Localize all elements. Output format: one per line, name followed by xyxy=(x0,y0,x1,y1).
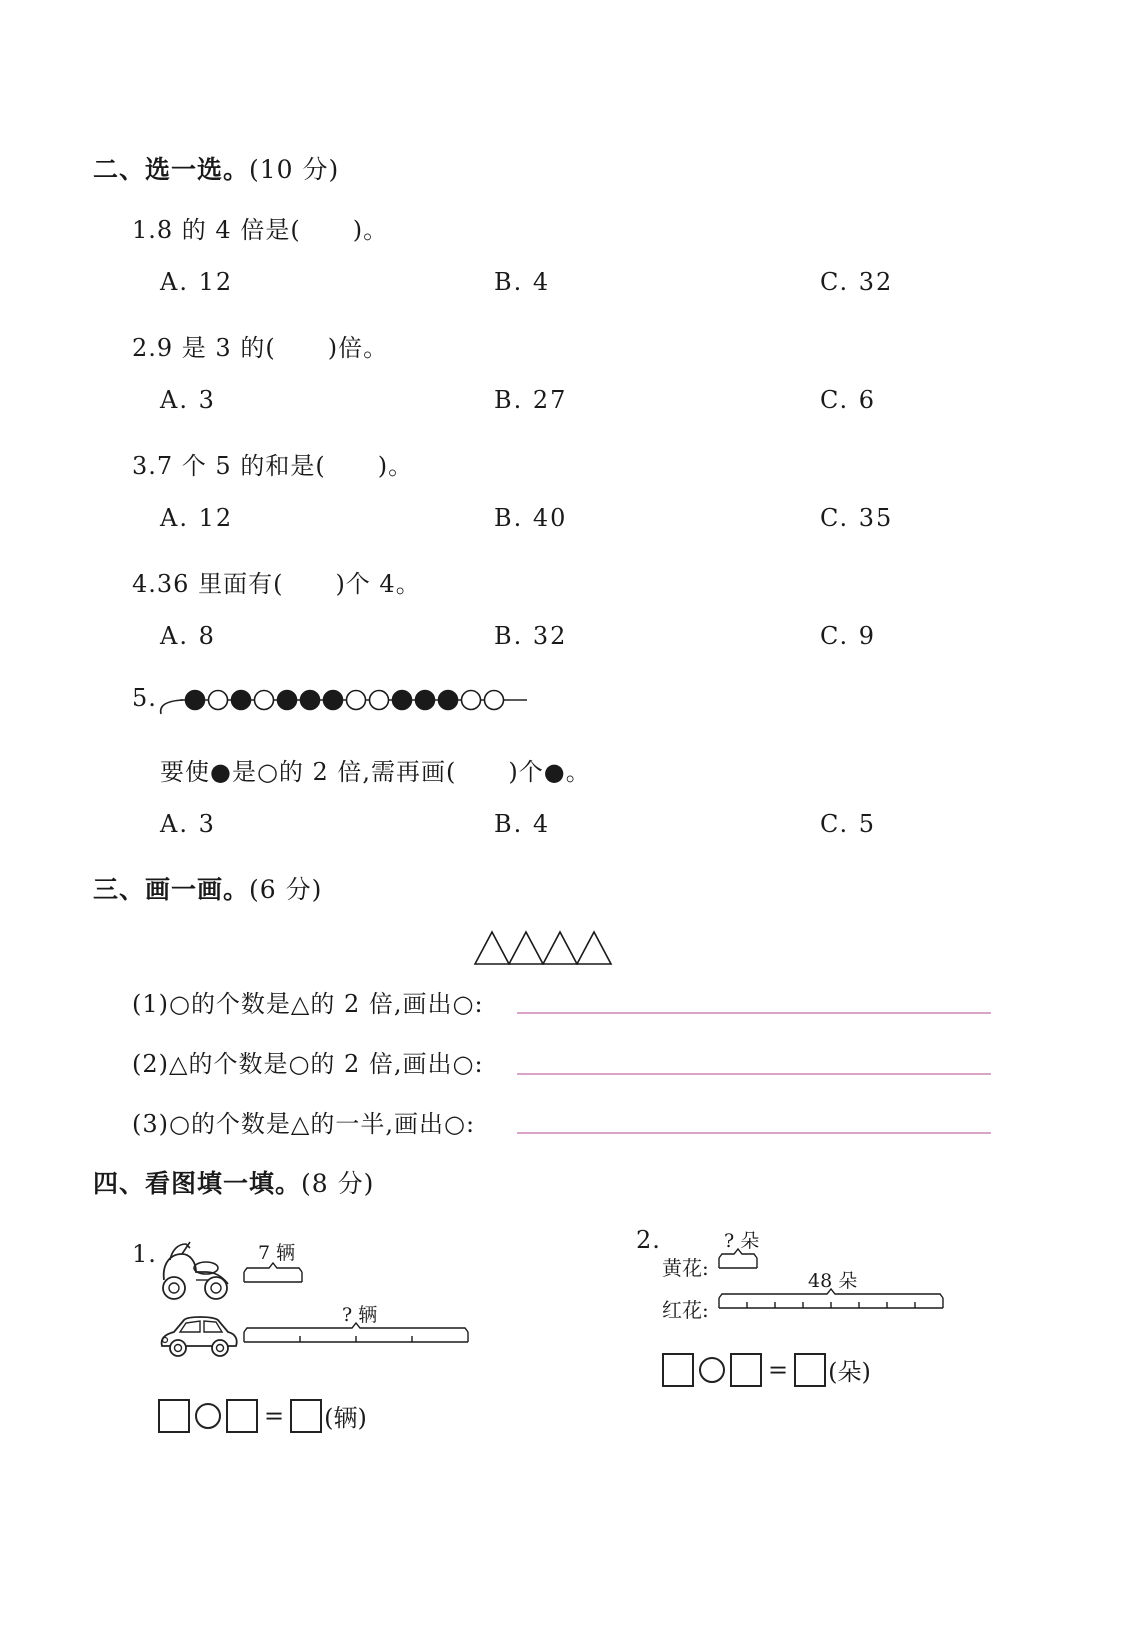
question-stem-end: )个●。 xyxy=(508,758,591,786)
car-bar-diagram xyxy=(240,1322,476,1348)
moto-bar-diagram xyxy=(240,1262,310,1288)
equals-sign: = xyxy=(264,1401,285,1430)
unit-label: (辆) xyxy=(324,1404,367,1432)
unit-label: (朵) xyxy=(828,1358,871,1386)
triangles-figure xyxy=(472,930,614,966)
section-3-heading xyxy=(93,870,322,906)
answer-box[interactable] xyxy=(794,1353,826,1387)
white-bead xyxy=(462,691,481,710)
black-bead xyxy=(416,691,435,710)
yellow-bar-diagram xyxy=(715,1248,763,1272)
motorcycle-icon xyxy=(156,1238,234,1302)
option-a[interactable]: A. 3 xyxy=(160,386,216,414)
question-stem: 要使●是○的 2 倍,需再画( xyxy=(160,758,457,786)
answer-box[interactable] xyxy=(290,1399,322,1433)
white-bead xyxy=(485,691,504,710)
option-a[interactable]: A. 8 xyxy=(160,622,216,650)
answer-line-2[interactable] xyxy=(517,1073,991,1075)
triangle-shape xyxy=(577,932,611,964)
section-2-heading xyxy=(93,150,339,186)
white-bead xyxy=(209,691,228,710)
answer-box[interactable] xyxy=(158,1399,190,1433)
question-stem-end: )。 xyxy=(352,216,389,244)
bead-string-figure xyxy=(155,680,535,720)
answer-box[interactable] xyxy=(730,1353,762,1387)
draw-item-1: (1)○的个数是△的 2 倍,画出○: xyxy=(132,990,484,1018)
option-b[interactable]: B. 40 xyxy=(494,504,568,532)
triangle-shape xyxy=(475,932,509,964)
draw-item-3: (3)○的个数是△的一半,画出○: xyxy=(132,1110,476,1138)
equation-2 xyxy=(662,1352,871,1387)
bar-brace xyxy=(244,1263,302,1272)
problem-2-number: 2. xyxy=(636,1226,661,1254)
question-4 xyxy=(132,564,421,599)
triangle-shape xyxy=(509,932,543,964)
answer-line-1[interactable] xyxy=(517,1012,991,1014)
car-icon xyxy=(156,1312,240,1362)
question-stem: 8 的 4 倍是( xyxy=(156,216,301,244)
black-bead xyxy=(439,691,458,710)
moto-count-label: 7 辆 xyxy=(258,1242,296,1264)
option-a[interactable]: A. 12 xyxy=(160,268,234,296)
question-number: 3. xyxy=(132,452,157,480)
red-bar-diagram xyxy=(715,1288,951,1314)
white-bead xyxy=(347,691,366,710)
section-title: 四、看图填一填。 xyxy=(93,1169,302,1198)
bar-brace xyxy=(719,1289,943,1298)
equation-1 xyxy=(158,1398,367,1433)
question-number: 4. xyxy=(132,570,157,598)
yellow-count-label: ? 朵 xyxy=(724,1230,760,1252)
question-1 xyxy=(132,210,388,245)
section-title: 三、画一画。 xyxy=(93,875,250,904)
black-bead xyxy=(324,691,343,710)
question-stem-end: )。 xyxy=(377,452,414,480)
section-points: (10 分) xyxy=(249,155,340,184)
section-title: 二、选一选。 xyxy=(93,155,250,184)
black-bead xyxy=(278,691,297,710)
option-c[interactable]: C. 32 xyxy=(820,268,894,296)
section-points: (8 分) xyxy=(301,1169,375,1198)
option-a[interactable]: A. 3 xyxy=(160,810,216,838)
string-tail xyxy=(161,700,183,714)
black-bead xyxy=(393,691,412,710)
option-c[interactable]: C. 9 xyxy=(820,622,877,650)
answer-line-3[interactable] xyxy=(517,1132,991,1134)
bar-brace xyxy=(244,1323,468,1332)
option-c[interactable]: C. 6 xyxy=(820,386,877,414)
problem-1-number: 1. xyxy=(132,1240,157,1268)
red-total-label: 48 朵 xyxy=(808,1270,858,1292)
section-points: (6 分) xyxy=(249,875,323,904)
question-5-number: 5. xyxy=(132,684,157,712)
equals-sign: = xyxy=(768,1355,789,1384)
black-bead xyxy=(186,691,205,710)
car-count-label: ? 辆 xyxy=(342,1304,378,1326)
white-bead xyxy=(370,691,389,710)
triangle-shape xyxy=(543,932,577,964)
option-a[interactable]: A. 12 xyxy=(160,504,234,532)
question-2 xyxy=(132,328,388,363)
question-stem: 36 里面有( xyxy=(156,570,284,598)
question-number: 2. xyxy=(132,334,157,362)
black-bead xyxy=(232,691,251,710)
question-stem: 7 个 5 的和是( xyxy=(156,452,326,480)
question-number: 1. xyxy=(132,216,157,244)
question-stem-end: )倍。 xyxy=(327,334,389,362)
question-stem-end: )个 4。 xyxy=(335,570,421,598)
option-b[interactable]: B. 27 xyxy=(494,386,568,414)
draw-item-2: (2)△的个数是○的 2 倍,画出○: xyxy=(132,1050,484,1078)
question-5-stem xyxy=(160,752,591,787)
option-b[interactable]: B. 4 xyxy=(494,810,551,838)
operator-circle[interactable] xyxy=(699,1357,725,1383)
option-b[interactable]: B. 32 xyxy=(494,622,568,650)
yellow-flower-label: 黄花: xyxy=(662,1256,709,1280)
question-3 xyxy=(132,446,413,481)
bar-brace xyxy=(719,1249,757,1258)
white-bead xyxy=(255,691,274,710)
answer-box[interactable] xyxy=(662,1353,694,1387)
black-bead xyxy=(301,691,320,710)
question-stem: 9 是 3 的( xyxy=(156,334,276,362)
section-4-heading xyxy=(93,1164,374,1200)
operator-circle[interactable] xyxy=(195,1403,221,1429)
option-b[interactable]: B. 4 xyxy=(494,268,551,296)
option-c[interactable]: C. 35 xyxy=(820,504,894,532)
answer-box[interactable] xyxy=(226,1399,258,1433)
option-c[interactable]: C. 5 xyxy=(820,810,877,838)
red-flower-label: 红花: xyxy=(662,1298,709,1322)
